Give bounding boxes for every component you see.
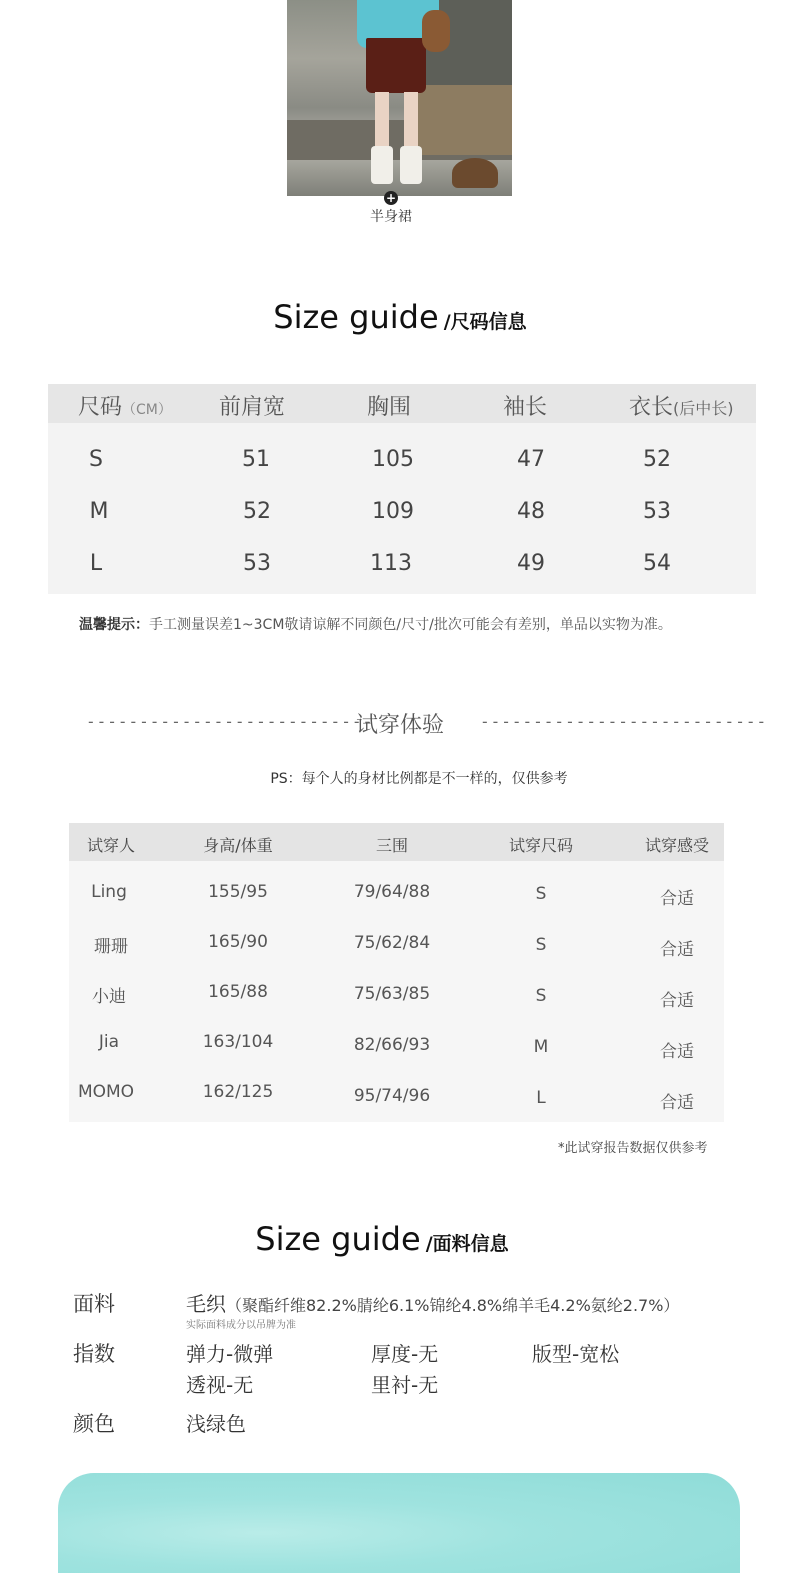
fit-value: 版型-宽松 (532, 1342, 620, 1366)
header-chest: 胸围 (367, 395, 412, 420)
size-guide-title-zh: /尺码信息 (443, 311, 527, 333)
table-cell: 合适 (660, 991, 694, 1011)
table-cell: L (536, 1088, 546, 1108)
divider-left: --------------------------- (86, 712, 374, 731)
fabric-material: 毛织（聚酯纤维82.2%腈纶6.1%锦纶4.8%绵羊毛4.2%氨纶2.7%） (186, 1292, 680, 1316)
table-cell: 49 (517, 551, 545, 576)
table-cell: Jia (98, 1032, 120, 1052)
table-cell: 合适 (660, 940, 694, 960)
index-label: 指数 (73, 1342, 115, 1366)
table-cell: 155/95 (208, 882, 268, 902)
tryon-header-measurements: 三围 (375, 836, 409, 855)
size-table (48, 384, 756, 594)
table-cell: 47 (517, 447, 545, 472)
header-size: 尺码（CM） (78, 395, 172, 420)
table-cell: 75/63/85 (353, 984, 431, 1004)
table-cell: MOMO (77, 1082, 135, 1102)
fabric-swatch (58, 1473, 740, 1573)
tryon-header-person: 试穿人 (86, 836, 136, 855)
header-sleeve: 袖长 (503, 395, 548, 420)
size-guide-title-en: Size guide (273, 298, 439, 336)
table-cell: 162/125 (202, 1082, 274, 1102)
tryon-title: 试穿体验 (355, 713, 444, 738)
photo-caption: 半身裙 (370, 209, 412, 225)
tryon-footnote: *此试穿报告数据仅供参考 (558, 1141, 708, 1156)
header-shoulder: 前肩宽 (219, 395, 286, 420)
fabric-label: 面料 (73, 1292, 115, 1316)
table-cell: 合适 (660, 889, 694, 909)
lining-value: 里衬-无 (371, 1373, 439, 1397)
table-cell: L (89, 551, 103, 576)
tryon-ps-note: PS：每个人的身材比例都是不一样的，仅供参考 (270, 771, 568, 787)
table-cell: 小迪 (92, 987, 126, 1007)
tryon-header-feel: 试穿感受 (644, 836, 710, 855)
plus-circle-icon[interactable]: + (385, 191, 397, 205)
fabric-guide-title-zh: /面料信息 (425, 1233, 509, 1255)
table-cell: 合适 (660, 1042, 694, 1062)
fabric-guide-title-en: Size guide (255, 1220, 421, 1258)
header-length: 衣长(后中长) (629, 395, 734, 420)
table-cell: M (533, 1037, 549, 1057)
table-cell: 52 (643, 447, 671, 472)
transparency-value: 透视-无 (186, 1373, 254, 1397)
tryon-table (69, 823, 724, 1122)
table-cell: 95/74/96 (353, 1086, 431, 1106)
measurement-note: 温馨提示：手工测量误差1~3CM敬请谅解不同颜色/尺寸/批次可能会有差别，单品以实物为准。 (79, 617, 672, 633)
table-cell: Ling (91, 882, 127, 902)
color-value: 浅绿色 (186, 1412, 246, 1436)
table-cell: 165/88 (208, 982, 268, 1002)
table-cell: 54 (643, 551, 671, 576)
fabric-material-note: 实际面料成分以吊牌为准 (186, 1320, 296, 1331)
tryon-header-size: 试穿尺码 (508, 836, 574, 855)
table-cell: 48 (517, 499, 545, 524)
table-cell: 珊珊 (94, 937, 128, 957)
thickness-value: 厚度-无 (371, 1342, 439, 1366)
product-photo (287, 0, 512, 196)
table-cell: 79/64/88 (353, 882, 431, 902)
table-cell: S (89, 447, 103, 472)
tryon-header-height-weight: 身高/体重 (203, 836, 273, 855)
table-cell: 113 (370, 551, 412, 576)
table-cell: 52 (243, 499, 271, 524)
table-cell: 105 (372, 447, 414, 472)
table-cell: S (535, 884, 547, 904)
table-cell: S (535, 986, 547, 1006)
table-cell: M (89, 499, 109, 524)
table-cell: 51 (242, 447, 270, 472)
table-cell: 53 (643, 499, 671, 524)
elasticity-value: 弹力-微弹 (186, 1342, 274, 1366)
divider-right: --------------------------- (480, 712, 768, 731)
table-cell: 165/90 (208, 932, 268, 952)
fabric-guide-heading (0, 1220, 782, 1258)
table-cell: 75/62/84 (353, 933, 431, 953)
size-guide-heading (0, 298, 800, 336)
table-cell: 82/66/93 (353, 1035, 431, 1055)
table-cell: 163/104 (202, 1032, 274, 1052)
table-cell: S (535, 935, 547, 955)
color-label: 颜色 (73, 1412, 115, 1436)
table-cell: 合适 (660, 1093, 694, 1113)
table-cell: 109 (372, 499, 414, 524)
table-cell: 53 (243, 551, 271, 576)
